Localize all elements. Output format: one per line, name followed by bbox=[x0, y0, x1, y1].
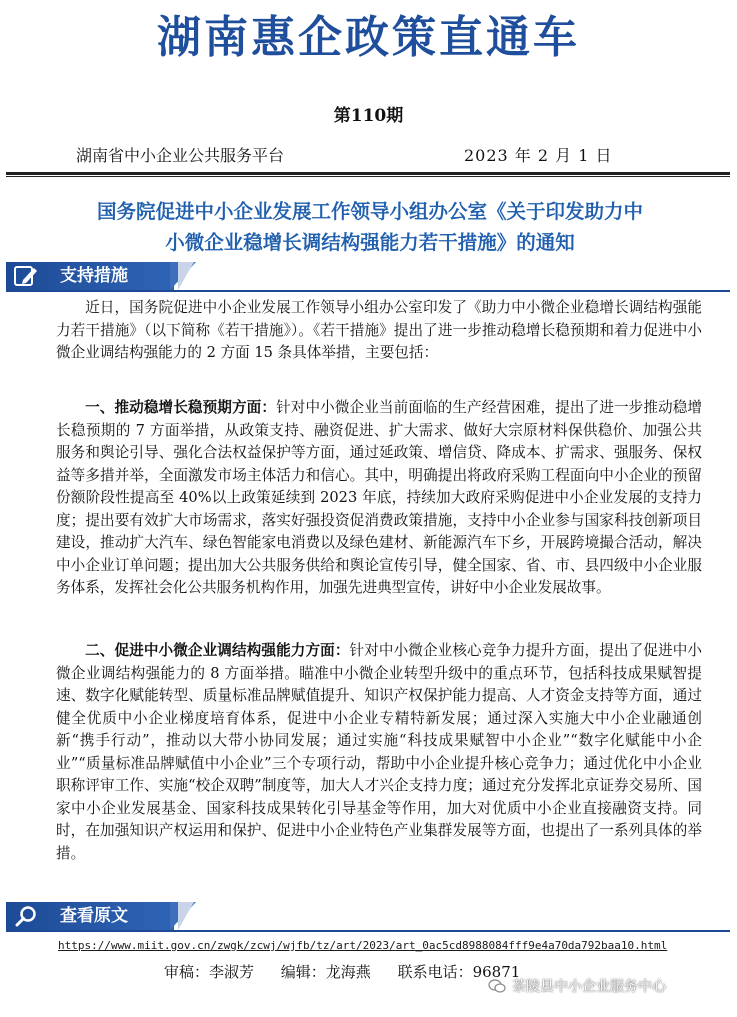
section-label-original: 查看原文 bbox=[60, 906, 128, 926]
section-underline-measures bbox=[6, 290, 730, 292]
headline bbox=[40, 196, 700, 258]
paragraph-intro bbox=[56, 297, 702, 365]
section-bar-original bbox=[6, 902, 236, 930]
masthead-title: 湖南惠企政策直通车 bbox=[157, 12, 580, 63]
section-bar-measures bbox=[6, 262, 236, 290]
search-icon bbox=[14, 905, 38, 927]
headline-line-2: 小微企业稳增长调结构强能力若干措施》的通知 bbox=[165, 231, 575, 254]
meta-row bbox=[76, 144, 728, 168]
section-underline-original bbox=[6, 930, 730, 932]
header-divider bbox=[6, 172, 730, 175]
paragraph-restructure-lead: 二、促进中小微企业调结构强能力方面： bbox=[85, 642, 350, 659]
paragraph-stabilize-lead: 一、推动稳增长稳预期方面： bbox=[85, 399, 277, 416]
header-divider-thin bbox=[6, 176, 730, 177]
paragraph-intro-text: 近日，国务院促进中小企业发展工作领导小组办公室印发了《助力中小微企业稳增长调结构强能力若干措施》（以下简称《若干措施》）。《若干措施》提出了进一步推动稳增长稳预期和着力促进中小微企业调结构强能力的 2 方面 15 条具体举措，主要包括： bbox=[56, 299, 702, 361]
source-link[interactable]: https://www.miit.gov.cn/zwgk/zcwj/wjfb/tz/art/2023/art_0ac5cd8988084fff9e4a70da792baa10.html bbox=[58, 939, 668, 952]
section-label-measures: 支持措施 bbox=[60, 266, 128, 286]
footer-phone: 联系电话：96871 bbox=[397, 963, 521, 981]
paragraph-stabilize-text: 针对中小微企业当前面临的生产经营困难，提出了进一步推动稳增长稳预期的 7 方面举措，从政策支持、融资促进、扩大需求、做好大宗原材料保供稳价、加强公共服务和舆论引导、强化合法权益保护等方面，通过延政策、增信贷、降成本、扩需求、强服务、保权益等多措并举，全面激发市场主体活力和信心。其中，明确提出将政府采购工程面向中小企业的预留份额阶段性提高至 40%以上政策延续到 2023 年底，持续加大政府采购促进中小企业发展的支持力度；提出要有效扩大市场需求，落实好强投资促消费政策措施，支持中小企业参与国家科技创新项目建设，推动扩大汽车、绿色智能家电消费以及绿色建材、新能源汽车下乡，开展跨境撮合活动，解决中小企业订单问题；提出加大公共服务供给和舆论宣传引导，健全国家、省、市、县四级中小企业服务体系，发挥社会化公共服务机构作用，加强先进典型宣传，讲好中小企业发展故事。 bbox=[56, 399, 702, 596]
paragraph-restructure-text: 针对中小微企业核心竞争力提升方面，提出了促进中小微企业调结构强能力的 8 方面举措。瞄准中小微企业转型升级中的重点环节，包括科技成果赋智提速、数字化赋能转型、质量标准品牌赋值提升、知识产权保护能力提高、人才资金支持等方面，通过健全优质中小企业梯度培育体系，促进中小企业专精特新发展；通过深入实施大中小企业融通创新“携手行动”，推动以大带小协同发展；通过实施“科技成果赋智中小企业”“数字化赋能中小企业”“质量标准品牌赋值中小企业”三个专项行动，帮助中小企业提升核心竞争力；通过优化中小企业职称评审工作、实施“校企双聘”制度等，加大人才兴企支持力度；通过充分发挥北京证券交易所、国家中小企业发展基金、国家科技成果转化引导基金等作用，加大对优质中小企业直接融资支持。同时，在加强知识产权运用和保护、促进中小企业特色产业集群发展等方面，也提出了一系列具体的举措。 bbox=[56, 642, 702, 862]
publisher: 湖南省中小企业公共服务平台 bbox=[76, 146, 285, 165]
paragraph-restructure bbox=[56, 640, 702, 865]
headline-line-1: 国务院促进中小企业发展工作领导小组办公室《关于印发助力中 bbox=[96, 200, 643, 223]
paragraph-stabilize bbox=[56, 397, 702, 600]
footer-credits bbox=[164, 961, 542, 983]
watermark bbox=[488, 976, 666, 998]
issue-number: 第110期 bbox=[333, 106, 404, 126]
watermark-text: 茶陵县中小企业服务中心 bbox=[512, 979, 666, 995]
footer-reviewer: 审稿：李淑芳 bbox=[164, 963, 255, 981]
wechat-icon bbox=[488, 979, 506, 993]
pencil-icon bbox=[14, 265, 38, 287]
footer-editor: 编辑：龙海燕 bbox=[280, 963, 371, 981]
publish-date: 2023 年 2 月 1 日 bbox=[464, 146, 613, 165]
